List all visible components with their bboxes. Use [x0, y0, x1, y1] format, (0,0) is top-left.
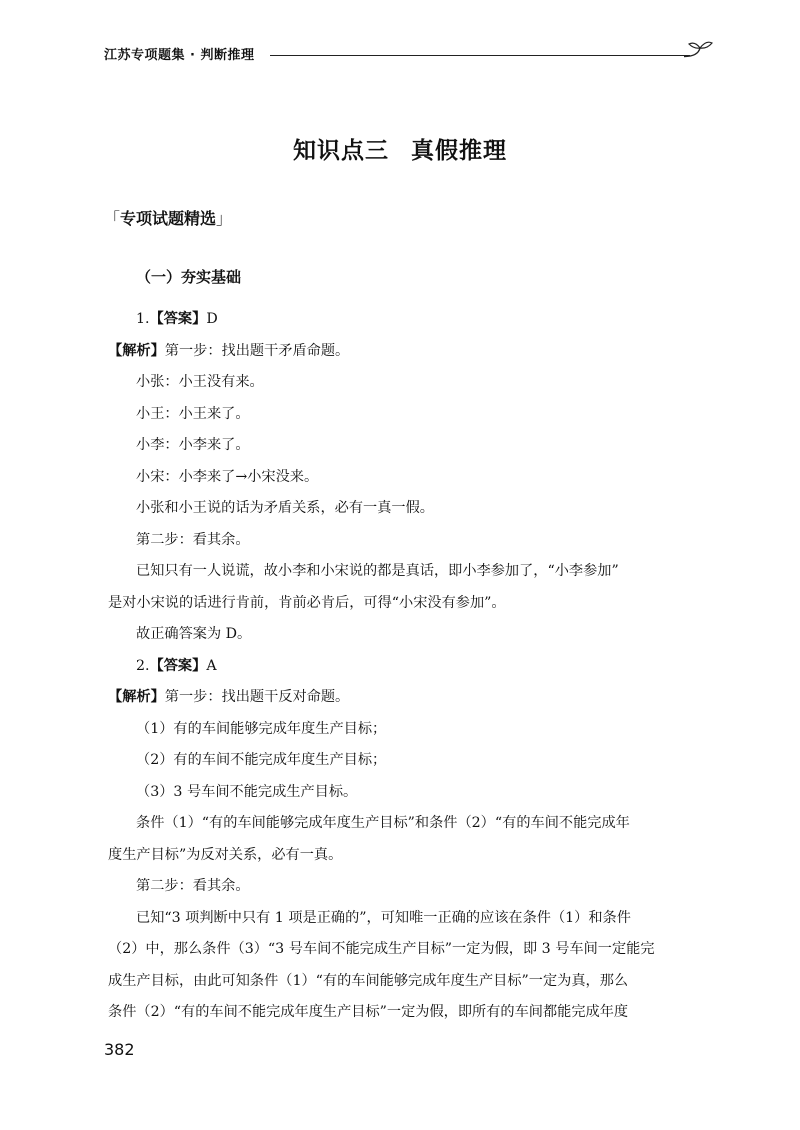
subsection-heading: （一）夯实基础: [136, 268, 242, 286]
q2-condition-1: （1）有的车间能够完成年度生产目标；: [136, 720, 387, 737]
q2-step2: 第二步：看其余。: [136, 878, 250, 894]
title-part-knowledge-point: 知识点三: [293, 138, 389, 164]
q2-answer-tag: 【答案】: [149, 657, 207, 674]
title-part-topic: 真假推理: [411, 138, 507, 164]
q1-reason-line-1: 已知只有一人说谎，故小李和小宋说的都是真话，即小李参加了，“小李参加”: [136, 563, 619, 579]
q2-relation-line-1: 条件（1）“有的车间能够完成年度生产目标”和条件（2）“有的车间不能完成年: [136, 815, 630, 831]
q1-statement-wang: 小王：小王来了。: [136, 405, 250, 422]
q2-reason-line-3: 成生产目标，由此可知条件（1）“有的车间能够完成年度生产目标”一定为真，那么: [108, 972, 629, 989]
q1-answer-line: [108, 304, 704, 336]
page-title: [0, 132, 800, 165]
q2-reason-line-1: 已知“3 项判断中只有 1 项是正确的”，可知唯一正确的应该在条件（1）和条件: [136, 909, 631, 926]
q2-relation-line-2: 度生产目标”为反对关系，必有一真。: [108, 846, 343, 863]
q2-condition-3: （3）3 号车间不能完成生产目标。: [136, 783, 358, 800]
section-label: 专项试题精选: [120, 209, 217, 228]
q1-step2: 第二步：看其余。: [136, 531, 250, 548]
q2-reason-line-2: （2）中，那么条件（3）“3 号车间不能完成生产目标”一定为假，即 3 号车间一定能完: [108, 941, 655, 957]
q2-condition-2: （2）有的车间不能完成年度生产目标；: [136, 752, 387, 768]
q1-conclusion: 故正确答案为 D。: [136, 626, 252, 642]
q2-number: 2.: [136, 657, 150, 674]
q2-answer: A: [206, 657, 217, 674]
q1-answer: D: [206, 311, 218, 327]
running-title: 江苏专项题集 · 判断推理: [104, 48, 255, 63]
section-open-bracket: 「: [104, 209, 121, 228]
answer-body: [108, 304, 704, 1029]
q1-analysis-line: [108, 336, 704, 368]
q1-answer-tag: 【答案】: [149, 311, 207, 327]
sprout-icon: [684, 38, 718, 70]
q1-reason-line-2: 是对小宋说的话进行肯前，肯前必肯后，可得“小宋没有参加”。: [108, 594, 506, 611]
header-rule: [270, 55, 690, 56]
q2-reason-line-4: 条件（2）“有的车间不能完成年度生产目标”一定为假，即所有的车间都能完成年度: [108, 1004, 629, 1020]
running-header: [104, 38, 714, 70]
page-number: 382: [104, 1040, 135, 1059]
q2-analysis-line: [108, 682, 704, 714]
q1-analysis-tag: 【解析】: [108, 342, 165, 359]
q2-answer-line: [108, 651, 704, 683]
q2-step1: 第一步：找出题干反对命题。: [164, 689, 350, 705]
q1-statement-zhang: 小张：小王没有来。: [136, 374, 264, 390]
section-heading: [104, 206, 232, 236]
section-close-bracket: 」: [216, 209, 233, 228]
q1-contradiction: 小张和小王说的话为矛盾关系，必有一真一假。: [136, 500, 434, 516]
q1-number: 1.: [136, 311, 150, 327]
q1-statement-song: 小宋：小李来了→小宋没来。: [136, 468, 319, 485]
q2-analysis-tag: 【解析】: [108, 689, 165, 705]
q1-step1: 第一步：找出题干矛盾命题。: [164, 342, 350, 359]
q1-statement-li: 小李：小李来了。: [136, 437, 250, 453]
